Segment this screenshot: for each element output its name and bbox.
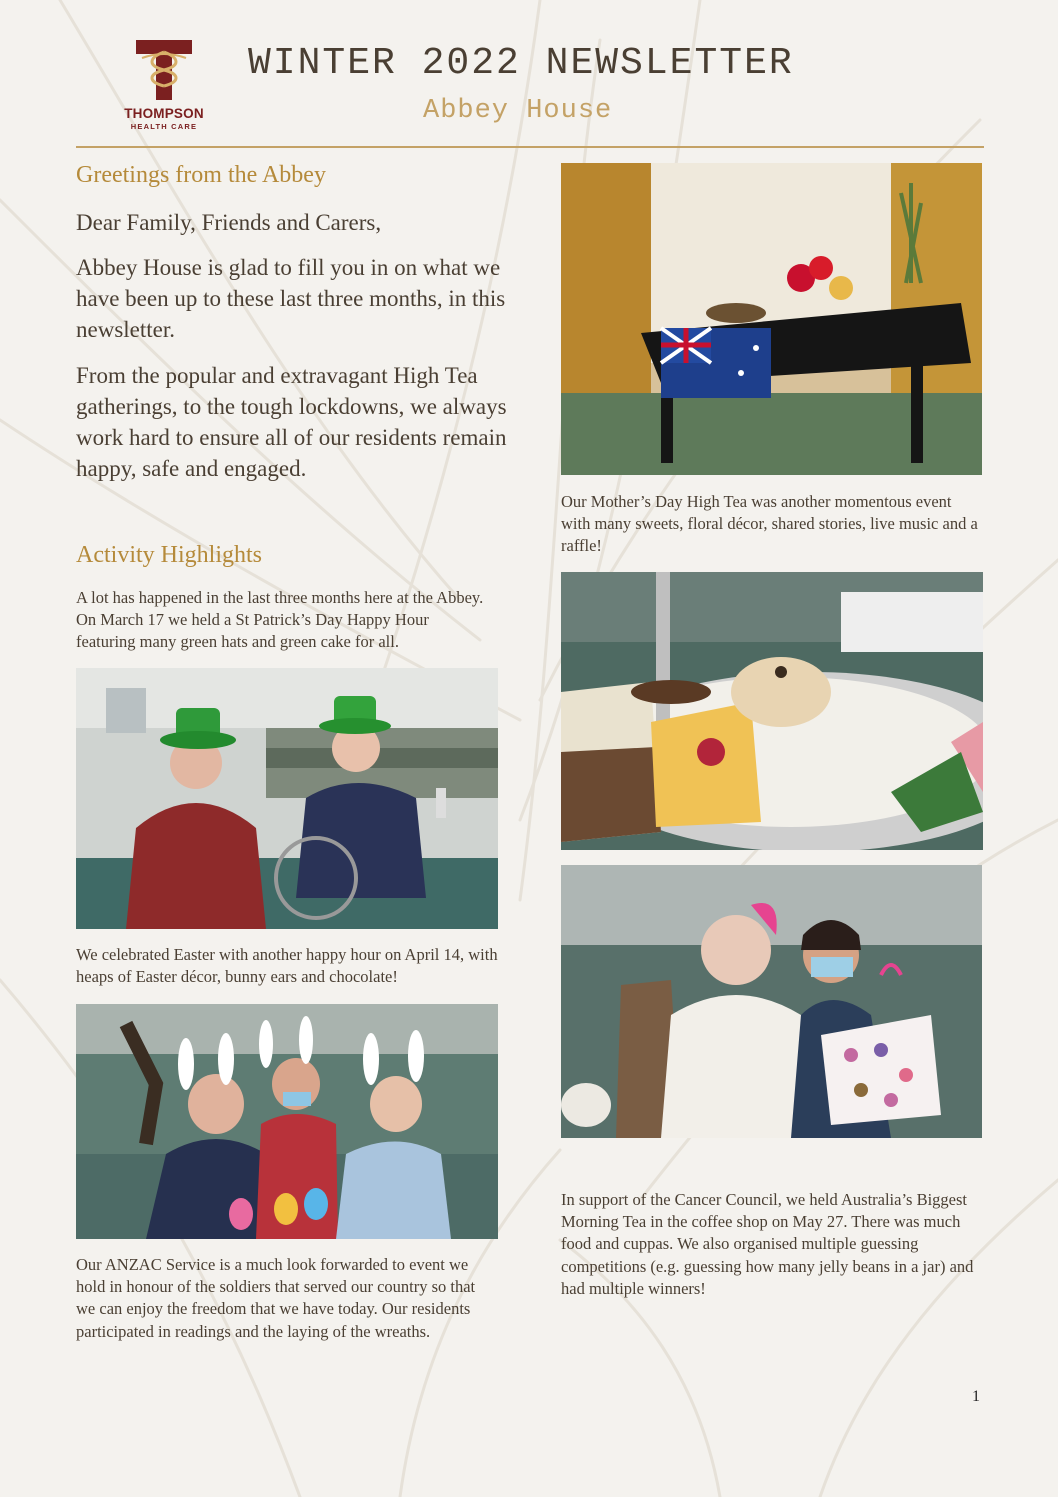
caduceus-icon — [112, 38, 216, 104]
anzac-caption: Our ANZAC Service is a much look forwarded to event we hold in honour of the soldiers that served our country so that we can enjoy the freedom that we have today. Our residents participated in readings and the laying of the wreaths. — [76, 1255, 476, 1341]
st-patricks-photo — [76, 668, 498, 929]
header-divider — [76, 146, 984, 148]
newsletter-title: WINTER 2022 NEWSLETTER — [248, 42, 794, 85]
page-number: 1 — [972, 1388, 980, 1405]
logo-name: THOMPSON — [124, 106, 204, 121]
newsletter-subtitle: Abbey House — [423, 96, 613, 126]
high-tea-photo — [561, 572, 983, 850]
activity-heading: Activity Highlights — [76, 542, 262, 568]
salutation: Dear Family, Friends and Carers, — [76, 210, 382, 235]
morning-tea-photo — [561, 865, 982, 1138]
easter-photo — [76, 1004, 498, 1239]
greetings-heading: Greetings from the Abbey — [76, 162, 326, 188]
logo-subtitle: HEALTH CARE — [130, 122, 198, 131]
intro-paragraph: Abbey House is glad to fill you in on what we have been up to these last three months, in this newsletter. — [76, 255, 506, 342]
thompson-logo — [112, 38, 216, 134]
biggest-morning-tea-caption: In support of the Cancer Council, we held Australia’s Biggest Morning Tea in the coffee shop on May 27. There was much food and cuppas. We also organised multiple guessing competitions (e.g. guessing how many jelly beans in a jar) and had multiple winners! — [561, 1190, 974, 1298]
mission-paragraph: From the popular and extravagant High Tea gatherings, to the tough lockdowns, we always work hard to ensure all of our residents remain happy, safe and engaged. — [76, 363, 507, 481]
st-patricks-caption: A lot has happened in the last three months here at the Abbey. On March 17 we held a St Patrick’s Day Happy Hour featuring many green hats and green cake for all. — [76, 588, 484, 652]
mothers-day-caption: Our Mother’s Day High Tea was another momentous event with many sweets, floral décor, shared stories, live music and a raffle! — [561, 492, 978, 556]
easter-caption: We celebrated Easter with another happy hour on April 14, with heaps of Easter décor, bunny ears and chocolate! — [76, 945, 498, 987]
anzac-piano-photo — [561, 163, 982, 475]
